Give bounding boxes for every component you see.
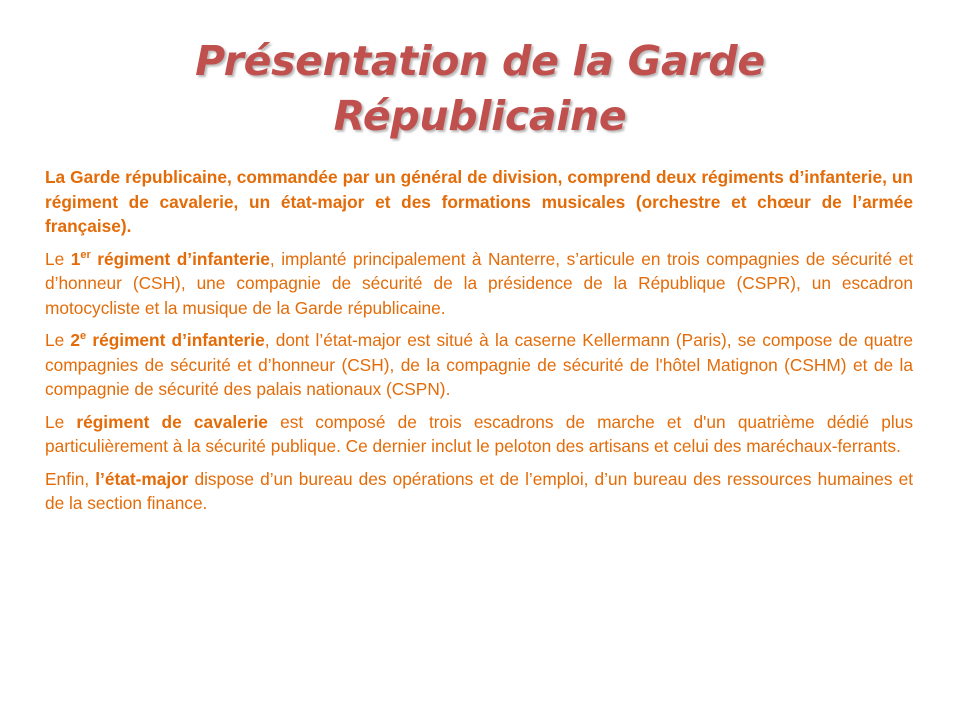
- paragraph-prefix: Le: [45, 411, 77, 432]
- slide-body: [45, 165, 913, 524]
- paragraph-prefix: Le: [45, 330, 71, 350]
- paragraph-prefix: Enfin,: [45, 468, 96, 489]
- regiment-name: régiment de cavalerie: [76, 411, 268, 432]
- paragraph-text: est composé de trois escadrons de marche et d'un quatrième dédié plus particulièrement à la sécurité publique. Ce dernier inclut le peloton des artisans et celui des maréchaux-ferrants.: [45, 411, 913, 456]
- paragraph-first-infantry-regiment: [45, 247, 913, 321]
- ordinal-suffix: e: [80, 330, 87, 342]
- paragraph-text: , implanté principalement à Nanterre, s’articule en trois compagnies de sécurité et d’honneur (CSH), une compagnie de sécurité de la présidence de la République (CSPR), un escadron motocycliste et la musique de la Garde républicaine.: [45, 248, 913, 318]
- paragraph-general-staff: [45, 467, 913, 516]
- paragraph-cavalry-regiment: [45, 410, 913, 459]
- regiment-name: régiment d’infanterie: [86, 330, 265, 350]
- slide-title-line2: Républicaine: [333, 92, 627, 140]
- paragraph-prefix: Le: [45, 248, 71, 269]
- paragraph-second-infantry-regiment: [45, 328, 913, 402]
- intro-paragraph: La Garde républicaine, commandée par un général de division, comprend deux régiments d’infanterie, un régiment de cavalerie, un état-major et des formations musicales (orchestre et chœur de l’armée française).: [45, 167, 913, 236]
- paragraph-text: , dont l’état-major est situé à la caserne Kellermann (Paris), se compose de quatre compagnies de sécurité et d’honneur (CSH), de la compagnie de sécurité de l'hôtel Matignon (CSHM) et de la compagnie de sécurité des palais nationaux (CSPN).: [45, 330, 913, 399]
- paragraph-text: dispose d’un bureau des opérations et de l’emploi, d’un bureau des ressources humaines et de la section finance.: [45, 468, 913, 513]
- slide-title: [80, 34, 880, 144]
- ordinal-suffix: er: [80, 248, 91, 261]
- regiment-number: 1: [70, 248, 81, 269]
- staff-name: l’état-major: [95, 468, 189, 489]
- slide-title-line1: Présentation de la Garde: [195, 37, 765, 85]
- regiment-number: 2: [70, 330, 81, 350]
- regiment-name: régiment d’infanterie: [90, 248, 270, 269]
